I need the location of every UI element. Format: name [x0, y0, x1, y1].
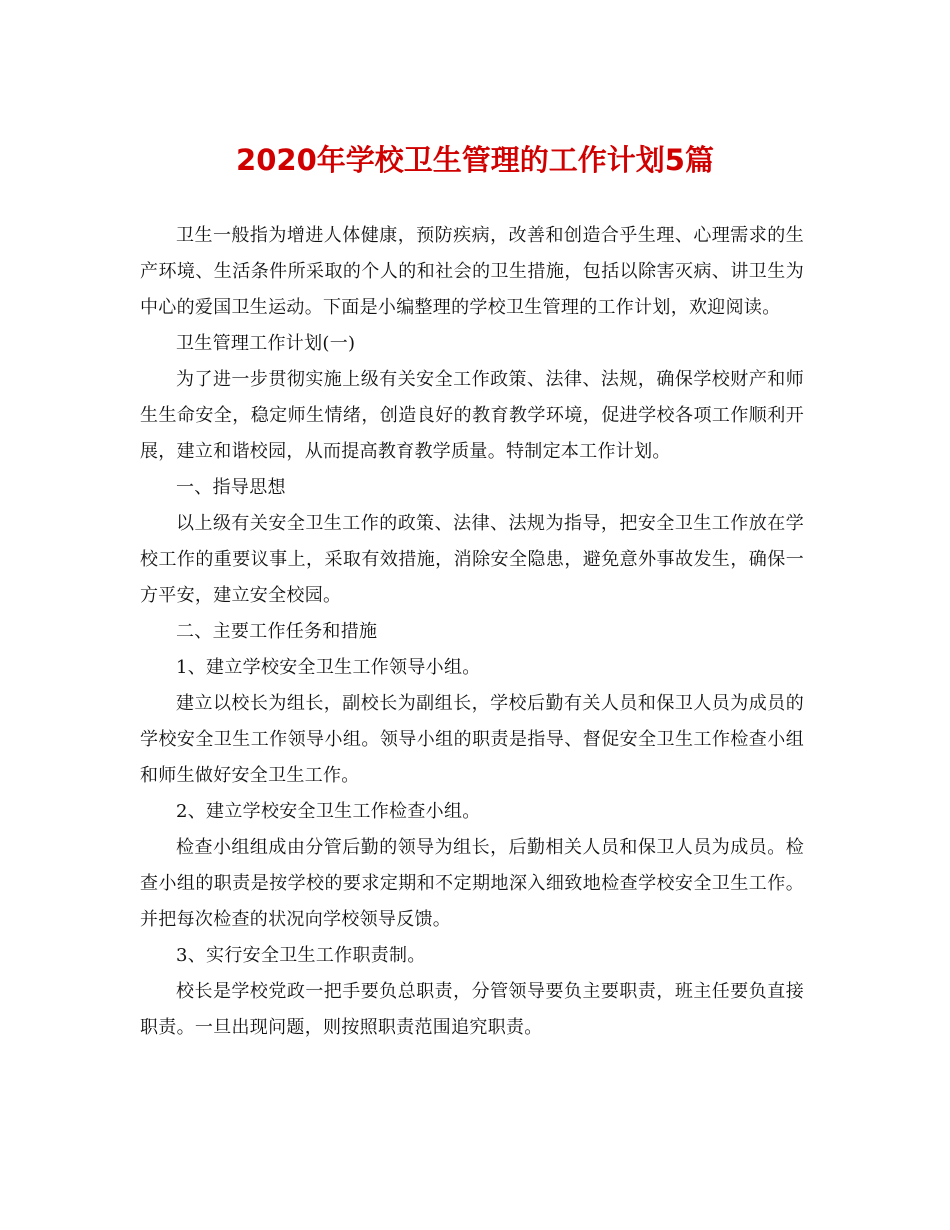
- item-2-heading: 2、建立学校安全卫生工作检查小组。: [176, 801, 481, 822]
- item-1-heading: 1、建立学校安全卫生工作领导小组。: [176, 657, 481, 678]
- item-1-paragraph: 建立以校长为组长，副校长为副组长，学校后勤有关人员和保卫人员为成员的学校安全卫生工作领导小组。领导小组的职责是指导、督促安全卫生工作检查小组和师生做好安全卫生工作。: [140, 693, 804, 786]
- item-2-paragraph: 检查小组组成由分管后勤的领导为组长，后勤相关人员和保卫人员为成员。检查小组的职责是按学校的要求定期和不定期地深入细致地检查学校安全卫生工作。并把每次检查的状况向学校领导反馈。: [140, 837, 804, 930]
- section-heading-plan-one: 卫生管理工作计划(一): [176, 333, 356, 354]
- item-3-paragraph: 校长是学校党政一把手要负总职责，分管领导要负主要职责，班主任要负直接职责。一旦出现问题，则按照职责范围追究职责。: [140, 981, 804, 1038]
- item-3-heading: 3、实行安全卫生工作职责制。: [176, 945, 426, 966]
- guiding-thought-paragraph: 以上级有关安全卫生工作的政策、法律、法规为指导，把安全卫生工作放在学校工作的重要议事上，采取有效措施，消除安全隐患，避免意外事故发生，确保一方平安，建立安全校园。: [140, 513, 804, 606]
- document-title: 2020年学校卫生管理的工作计划5篇: [236, 143, 714, 177]
- heading-guiding-thought: 一、指导思想: [176, 477, 286, 498]
- intro-paragraph: 卫生一般指为增进人体健康，预防疾病，改善和创造合乎生理、心理需求的生产环境、生活条件所采取的个人的和社会的卫生措施，包括以除害灭病、讲卫生为中心的爱国卫生运动。下面是小编整理的学校卫生管理的工作计划，欢迎阅读。: [140, 225, 804, 318]
- document-body: [140, 218, 804, 1046]
- purpose-paragraph: 为了进一步贯彻实施上级有关安全工作政策、法律、法规，确保学校财产和师生生命安全，稳定师生情绪，创造良好的教育教学环境，促进学校各项工作顺利开展，建立和谐校园，从而提高教育教学质量。特制定本工作计划。: [140, 369, 804, 462]
- heading-main-tasks: 二、主要工作任务和措施: [176, 621, 378, 642]
